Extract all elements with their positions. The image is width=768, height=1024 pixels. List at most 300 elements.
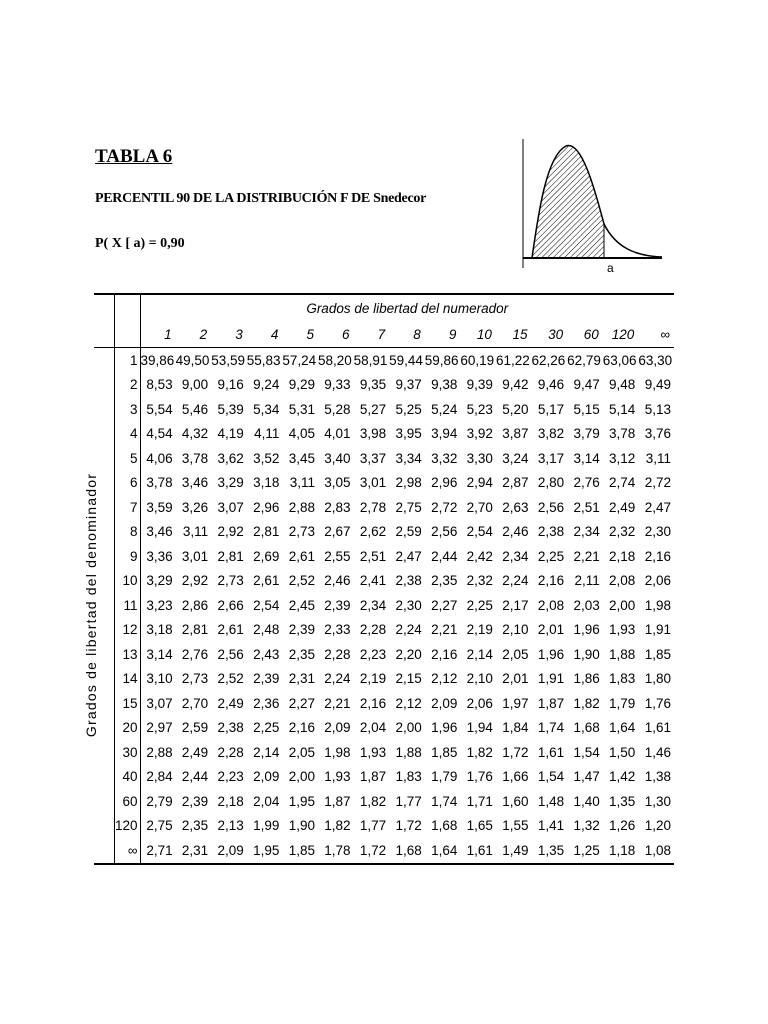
- table-cell: 2,49: [217, 695, 244, 711]
- table-row: [94, 422, 674, 447]
- table-cell: 2,21: [573, 548, 600, 564]
- table-cell: 2,31: [176, 838, 212, 864]
- table-cell: 1,84: [502, 720, 529, 736]
- row-header: 4: [114, 422, 140, 447]
- table-cell: 1,61: [460, 838, 496, 864]
- table-row: [94, 838, 674, 864]
- table-cell: 2,21: [324, 695, 351, 711]
- table-row: [94, 544, 674, 569]
- table-cell: 1,83: [609, 671, 636, 687]
- table-cell: 2,80: [537, 475, 565, 491]
- table-cell: 1,72: [502, 744, 529, 760]
- table-cell: 2,44: [181, 769, 209, 785]
- column-header: 1: [140, 321, 176, 348]
- table-cell: 1,74: [537, 720, 565, 736]
- table-cell: 1,55: [502, 818, 529, 834]
- table-cell: 5,27: [359, 401, 387, 417]
- table-cell: 1,48: [537, 793, 565, 809]
- table-row: [94, 765, 674, 790]
- table-cell: 3,92: [466, 426, 493, 442]
- table-cell: 1,95: [288, 793, 315, 809]
- column-header-row: [94, 321, 674, 348]
- table-cell: 2,73: [181, 671, 209, 687]
- table-cell: 1,82: [324, 818, 351, 834]
- table-cell: 4,19: [217, 426, 244, 442]
- table-cell: 3,07: [146, 695, 173, 711]
- table-cell: 2,59: [395, 524, 422, 540]
- table-cell: 1,93: [359, 744, 387, 760]
- row-header: 13: [114, 642, 140, 667]
- table-cell: 1,87: [359, 769, 387, 785]
- table-cell: 2,13: [217, 818, 244, 834]
- table-cell: 2,00: [288, 769, 315, 785]
- column-header: 2: [176, 321, 212, 348]
- table-cell: 2,92: [217, 524, 244, 540]
- table-cell: 3,10: [146, 671, 173, 687]
- table-cell: 2,27: [288, 695, 315, 711]
- table-cell: 2,84: [146, 769, 173, 785]
- table-cell: 59,86: [424, 352, 459, 368]
- table-cell: 2,73: [288, 524, 315, 540]
- table-cell: 5,17: [537, 401, 565, 417]
- numerator-header: Grados de libertad del numerador: [140, 294, 674, 321]
- table-cell: 1,76: [466, 769, 493, 785]
- row-header: 1: [114, 348, 140, 373]
- table-cell: 2,23: [359, 646, 387, 662]
- table-cell: 1,95: [247, 838, 283, 864]
- table-cell: 2,63: [502, 499, 529, 515]
- table-cell: 2,70: [181, 695, 209, 711]
- table-cell: 1,77: [395, 793, 422, 809]
- table-cell: 2,47: [395, 548, 422, 564]
- table-cell: 2,09: [324, 720, 351, 736]
- table-cell: 2,49: [609, 499, 636, 515]
- table-cell: 3,46: [146, 524, 173, 540]
- table-cell: 1,71: [466, 793, 493, 809]
- table-cell: 9,35: [359, 377, 387, 393]
- table-cell: 1,72: [354, 838, 390, 864]
- table-cell: 1,93: [324, 769, 351, 785]
- table-cell: 9,38: [431, 377, 458, 393]
- table-cell: 2,87: [502, 475, 529, 491]
- table-cell: 2,52: [288, 573, 315, 589]
- table-cell: 3,78: [181, 450, 209, 466]
- table-cell: 3,62: [217, 450, 244, 466]
- table-cell: 3,05: [324, 475, 351, 491]
- table-cell: 1,20: [644, 818, 671, 834]
- table-cell: 1,96: [431, 720, 458, 736]
- table-cell: 1,74: [431, 793, 458, 809]
- table-cell: 1,08: [638, 838, 674, 864]
- table-cell: 1,96: [573, 622, 600, 638]
- row-header: 3: [114, 397, 140, 422]
- curve-point-label: a: [607, 261, 614, 275]
- table-cell: 5,14: [609, 401, 636, 417]
- table-cell: 2,44: [431, 548, 458, 564]
- table-cell: 2,09: [211, 838, 247, 864]
- table-cell: 1,99: [253, 818, 280, 834]
- table-cell: 3,14: [146, 646, 173, 662]
- row-header: 40: [114, 765, 140, 790]
- table-cell: 1,42: [609, 769, 636, 785]
- row-header: 20: [114, 716, 140, 741]
- table-cell: 60,19: [460, 352, 495, 368]
- table-cell: 2,83: [324, 499, 351, 515]
- table-cell: 2,54: [253, 597, 280, 613]
- table-cell: 2,73: [217, 573, 244, 589]
- table-cell: 2,75: [146, 818, 173, 834]
- table-cell: 3,01: [359, 475, 387, 491]
- table-cell: 2,14: [253, 744, 280, 760]
- table-cell: 2,71: [140, 838, 176, 864]
- table-cell: 1,88: [609, 646, 636, 662]
- table-cell: 2,88: [288, 499, 315, 515]
- table-cell: 2,06: [644, 573, 671, 589]
- table-cell: 1,82: [573, 695, 600, 711]
- table-cell: 2,16: [644, 548, 671, 564]
- table-cell: 3,14: [573, 450, 600, 466]
- table-row: [94, 740, 674, 765]
- column-header: 120: [603, 321, 639, 348]
- table-cell: 2,36: [253, 695, 280, 711]
- table-cell: 2,51: [573, 499, 600, 515]
- table-cell: 9,48: [609, 377, 636, 393]
- table-cell: 1,94: [466, 720, 493, 736]
- column-header: ∞: [638, 321, 674, 348]
- table-cell: 2,39: [253, 671, 280, 687]
- table-cell: 57,24: [282, 352, 317, 368]
- table-cell: 3,23: [146, 597, 173, 613]
- table-cell: 1,97: [502, 695, 529, 711]
- table-cell: 3,98: [359, 426, 387, 442]
- table-cell: 1,47: [573, 769, 600, 785]
- table-cell: 5,28: [324, 401, 351, 417]
- table-cell: 3,11: [182, 524, 209, 540]
- table-row: [94, 569, 674, 594]
- table-row: [94, 667, 674, 692]
- row-header: 11: [114, 593, 140, 618]
- row-header: 30: [114, 740, 140, 765]
- table-cell: 3,01: [181, 548, 209, 564]
- table-cell: 3,95: [395, 426, 422, 442]
- row-header: 15: [114, 691, 140, 716]
- table-cell: 2,19: [359, 671, 387, 687]
- table-cell: 2,01: [537, 622, 565, 638]
- table-cell: 3,36: [146, 548, 173, 564]
- table-cell: 3,37: [359, 450, 387, 466]
- table-cell: 9,29: [288, 377, 315, 393]
- table-cell: 5,39: [217, 401, 244, 417]
- table-cell: 2,43: [253, 646, 280, 662]
- table-cell: 1,41: [537, 818, 565, 834]
- table-cell: 5,34: [253, 401, 280, 417]
- table-cell: 3,32: [431, 450, 458, 466]
- table-cell: 2,00: [609, 597, 636, 613]
- table-cell: 2,59: [181, 720, 209, 736]
- probability-statement: P( X [ a) = 0,90: [95, 236, 185, 251]
- table-cell: 2,34: [573, 524, 600, 540]
- table-cell: 2,79: [146, 793, 173, 809]
- table-cell: 1,83: [395, 769, 422, 785]
- table-cell: 2,23: [217, 769, 244, 785]
- table-cell: 9,46: [537, 377, 565, 393]
- table-cell: 1,26: [609, 818, 636, 834]
- table-cell: 2,32: [609, 524, 636, 540]
- row-header: 6: [114, 471, 140, 496]
- table-cell: 2,56: [537, 499, 565, 515]
- table-cell: 3,18: [146, 622, 173, 638]
- table-cell: 2,14: [466, 646, 493, 662]
- table-cell: 2,08: [609, 573, 636, 589]
- table-cell: 1,64: [609, 720, 636, 736]
- table-cell: 2,28: [217, 744, 244, 760]
- table-cell: 2,28: [324, 646, 351, 662]
- table-cell: 1,91: [644, 622, 671, 638]
- row-header: ∞: [114, 838, 140, 864]
- table-cell: 5,46: [181, 401, 209, 417]
- table-cell: 9,47: [573, 377, 600, 393]
- table-cell: 63,30: [638, 352, 673, 368]
- table-cell: 2,45: [288, 597, 315, 613]
- table-cell: 2,04: [253, 793, 280, 809]
- table-cell: 62,26: [531, 352, 566, 368]
- table-row: [94, 397, 674, 422]
- hatched-area: [532, 145, 604, 258]
- row-header: 12: [114, 618, 140, 643]
- table-cell: 2,61: [253, 573, 280, 589]
- table-cell: 2,38: [217, 720, 244, 736]
- table-cell: 53,59: [211, 352, 245, 368]
- table-row: [94, 618, 674, 643]
- table-cell: 1,68: [389, 838, 425, 864]
- table-cell: 3,46: [181, 475, 209, 491]
- table-cell: 9,24: [253, 377, 280, 393]
- table-cell: 3,29: [146, 573, 173, 589]
- table-cell: 2,96: [431, 475, 458, 491]
- table-cell: 9,37: [395, 377, 422, 393]
- table-cell: 2,25: [466, 597, 493, 613]
- row-header: 10: [114, 569, 140, 594]
- table-cell: 3,59: [146, 499, 173, 515]
- table-cell: 3,11: [289, 475, 315, 491]
- column-header: 8: [389, 321, 425, 348]
- table-cell: 2,38: [537, 524, 565, 540]
- table-cell: 2,24: [395, 622, 422, 638]
- table-cell: 2,01: [502, 671, 529, 687]
- table-cell: 3,11: [645, 450, 671, 466]
- table-cell: 1,49: [496, 838, 532, 864]
- table-cell: 2,11: [574, 573, 600, 589]
- table-cell: 2,12: [395, 695, 422, 711]
- table-cell: 2,94: [466, 475, 493, 491]
- table-cell: 3,07: [217, 499, 244, 515]
- table-cell: 3,12: [609, 450, 636, 466]
- table-row: [94, 716, 674, 741]
- table-cell: 1,88: [395, 744, 422, 760]
- table-cell: 5,31: [288, 401, 315, 417]
- table-row: [94, 373, 674, 398]
- table-cell: 3,17: [537, 450, 565, 466]
- table-cell: 1,80: [644, 671, 671, 687]
- table-cell: 1,79: [431, 769, 458, 785]
- table-cell: 5,15: [573, 401, 600, 417]
- column-header: 6: [318, 321, 354, 348]
- row-header: 14: [114, 667, 140, 692]
- page-title: TABLA 6: [95, 146, 173, 167]
- table-cell: 3,40: [324, 450, 351, 466]
- table-cell: 9,39: [466, 377, 493, 393]
- table-cell: 2,00: [395, 720, 422, 736]
- table-row: [94, 691, 674, 716]
- table-cell: 63,06: [602, 352, 637, 368]
- table-cell: 2,27: [431, 597, 458, 613]
- table-cell: 2,10: [502, 622, 529, 638]
- row-header: 120: [114, 814, 140, 839]
- column-header: 7: [354, 321, 390, 348]
- table-cell: 2,72: [431, 499, 458, 515]
- table-cell: 2,21: [431, 622, 458, 638]
- table-cell: 2,16: [431, 646, 458, 662]
- table-row: [94, 520, 674, 545]
- table-cell: 2,46: [502, 524, 529, 540]
- table-cell: 2,09: [253, 769, 280, 785]
- table-cell: 3,29: [217, 475, 244, 491]
- table-cell: 1,93: [609, 622, 636, 638]
- table-cell: 1,60: [502, 793, 529, 809]
- table-cell: 2,86: [181, 597, 209, 613]
- table-cell: 2,51: [359, 548, 387, 564]
- table-cell: 2,56: [217, 646, 244, 662]
- table-cell: 2,42: [466, 548, 493, 564]
- table-cell: 1,87: [324, 793, 351, 809]
- table-cell: 2,28: [359, 622, 387, 638]
- table-cell: 5,24: [431, 401, 458, 417]
- column-header: 15: [496, 321, 532, 348]
- table-cell: 1,30: [644, 793, 671, 809]
- table-cell: 2,39: [324, 597, 351, 613]
- row-header: 9: [114, 544, 140, 569]
- table-cell: 1,77: [359, 818, 387, 834]
- table-cell: 3,82: [537, 426, 565, 442]
- table-cell: 2,32: [466, 573, 493, 589]
- column-header: 30: [532, 321, 568, 348]
- table-cell: 2,03: [573, 597, 600, 613]
- table-cell: 1,90: [288, 818, 315, 834]
- table-cell: 1,98: [324, 744, 351, 760]
- table-cell: 9,33: [324, 377, 351, 393]
- table-cell: 4,11: [254, 426, 280, 442]
- table-cell: 1,91: [537, 671, 565, 687]
- column-header: 4: [247, 321, 283, 348]
- column-header: 9: [425, 321, 461, 348]
- table-cell: 9,42: [502, 377, 529, 393]
- table-cell: 1,68: [431, 818, 458, 834]
- table-cell: 1,87: [537, 695, 565, 711]
- denominator-header: Grados de libertad del denominador: [83, 473, 99, 738]
- table-cell: 9,00: [181, 377, 209, 393]
- table-cell: 1,85: [431, 744, 458, 760]
- table-cell: 2,06: [466, 695, 493, 711]
- table-cell: 5,25: [395, 401, 422, 417]
- table-cell: 4,06: [146, 450, 173, 466]
- table-cell: 2,52: [217, 671, 244, 687]
- table-cell: 2,05: [502, 646, 529, 662]
- table-cell: 2,47: [644, 499, 671, 515]
- table-cell: 2,34: [359, 597, 387, 613]
- table-cell: 2,75: [395, 499, 422, 515]
- table-cell: 4,54: [146, 426, 173, 442]
- table-cell: 1,78: [318, 838, 354, 864]
- table-cell: 4,05: [288, 426, 315, 442]
- table-cell: 2,70: [466, 499, 493, 515]
- table-cell: 2,16: [288, 720, 315, 736]
- table-cell: 3,45: [288, 450, 315, 466]
- table-cell: 1,35: [532, 838, 568, 864]
- table-cell: 2,54: [466, 524, 493, 540]
- table-cell: 2,81: [181, 622, 209, 638]
- table-cell: 3,26: [181, 499, 209, 515]
- table-cell: 1,98: [644, 597, 671, 613]
- table-cell: 2,25: [253, 720, 280, 736]
- column-header: 3: [211, 321, 247, 348]
- table-cell: 2,62: [359, 524, 387, 540]
- table-cell: 2,35: [431, 573, 458, 589]
- table-cell: 9,16: [217, 377, 244, 393]
- table-cell: 39,86: [140, 352, 175, 368]
- table-cell: 2,88: [146, 744, 173, 760]
- table-cell: 5,23: [466, 401, 493, 417]
- table-cell: 58,20: [317, 352, 352, 368]
- table-cell: 2,76: [573, 475, 600, 491]
- row-header: 7: [114, 495, 140, 520]
- column-header: 60: [567, 321, 603, 348]
- table-cell: 1,68: [573, 720, 600, 736]
- table-cell: 58,91: [353, 352, 388, 368]
- table-cell: 2,67: [324, 524, 351, 540]
- table-cell: 1,35: [609, 793, 636, 809]
- table-cell: 2,48: [253, 622, 280, 638]
- table-row: [94, 789, 674, 814]
- table-cell: 2,04: [359, 720, 387, 736]
- table-cell: 2,18: [609, 548, 636, 564]
- table-cell: 2,08: [537, 597, 565, 613]
- row-header: 5: [114, 446, 140, 471]
- table-cell: 2,78: [359, 499, 387, 515]
- table-cell: 3,76: [644, 426, 671, 442]
- table-cell: 2,20: [395, 646, 422, 662]
- table-cell: 2,66: [217, 597, 244, 613]
- table-cell: 1,85: [644, 646, 671, 662]
- table-cell: 2,05: [288, 744, 315, 760]
- table-cell: 3,24: [502, 450, 529, 466]
- table-cell: 1,32: [573, 818, 600, 834]
- table-row: [94, 471, 674, 496]
- table-cell: 5,13: [644, 401, 671, 417]
- table-cell: 2,15: [395, 671, 422, 687]
- table-cell: 2,18: [217, 793, 244, 809]
- table-cell: 9,49: [644, 377, 671, 393]
- table-subtitle: PERCENTIL 90 DE LA DISTRIBUCIÓN F DE Snedecor: [95, 191, 426, 206]
- table-cell: 2,33: [324, 622, 351, 638]
- table-body: [83, 348, 674, 864]
- column-header: 10: [460, 321, 496, 348]
- table-cell: 2,25: [537, 548, 565, 564]
- table-cell: 3,78: [146, 475, 173, 491]
- table-cell: 1,72: [395, 818, 422, 834]
- table-cell: 2,31: [288, 671, 315, 687]
- row-header: 60: [114, 789, 140, 814]
- table-cell: 2,74: [609, 475, 636, 491]
